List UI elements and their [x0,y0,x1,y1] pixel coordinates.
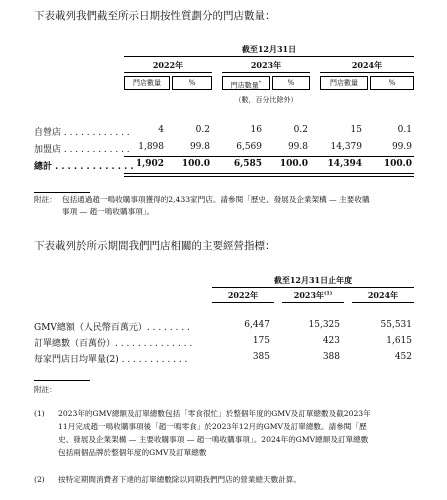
table1-cell: 1,898 [138,142,164,152]
col-count-label [223,77,269,91]
table1-total-rule [124,156,414,157]
table2-cell: 6,447 [244,320,270,330]
table1-col-pct-2024 [370,76,414,90]
table2-cell: 15,325 [308,320,340,330]
col-pct-label: % [287,79,295,87]
table2-header: 截至12月31日止年度 [273,275,353,285]
table2-rule-2023 [282,302,344,303]
col-count-label: 門店數量 [330,79,358,87]
table1-cell: 6,569 [236,142,262,152]
note-2-line1: 按特定期間消費者下達的訂單總數除以同期我們門店的營業總天數計算。 [58,475,301,484]
table1-note-line1: 包括通過趙一鳴收購事項獲得的2,433家門店。請參閱「歷史、發展及企業架構 — 主要收購 [62,195,370,204]
table1-col-count-2024 [320,76,368,90]
table1-note-mark: 附註： [34,195,57,204]
table1-cell: 16 [250,125,262,135]
note-1-number: (1) [34,409,45,418]
table1-cell: 4 [158,125,164,135]
table1-col-pct-2022 [172,76,212,90]
table1-col-count-2023 [222,76,270,90]
table2-cell: 385 [252,352,270,362]
table1-row-label-franchise: 加盟店 . . . . . . . . . . . . [34,145,130,155]
table1-cell: 15 [350,125,362,135]
notes-mark: 附註： [34,385,57,394]
table2-year-2022: 2022年 [227,290,259,300]
table2-row-label-daily-orders: 每家門店日均單量(2) . . . . . . . . . . . . [34,355,188,365]
table1-cell: 0.1 [397,125,412,135]
table1-col-count-2022 [124,76,170,90]
table1-cell: 99.8 [287,142,308,152]
table2-year-2023 [282,290,344,301]
note-1-line4: 包括兩個品牌於整個年度的GMV及訂單總數 [58,448,207,457]
col-pct-label: % [388,79,396,87]
table1-cell: 100.0 [279,159,308,169]
col-count-text: 門店數量 [230,81,259,90]
col-pct-label: % [188,79,196,87]
note-2-number: (2) [34,475,45,484]
table1-cell: 99.9 [391,142,412,152]
table2-cell: 55,531 [380,320,412,330]
table2-cell: 423 [322,336,340,346]
table1-cell: 1,902 [135,159,164,169]
note-1-line1: 2023年的GMV總額及訂單總數包括「零食很忙」於整個年度的GMV及訂單總數及截2023年 [58,409,371,418]
table1-year-2022: 2022年 [152,60,184,70]
intro-text-2: 下表載列於所示期間我們門店相關的主要經營指標： [34,240,276,252]
table1-cell: 100.0 [181,159,210,169]
note-mark: * [258,80,262,86]
year-text: 2023年 [293,290,325,300]
table2-row-label-gmv: GMV總額（人民幣百萬元）. . . . . . . . [34,323,190,333]
table1-rule-2024 [320,72,414,73]
table1-row-label-total: 總計 . . . . . . . . . . . . . [34,162,134,172]
table1-row-label-self: 自營店 . . . . . . . . . . . . [34,128,130,138]
table1-header: 截至12月31日 [241,44,297,54]
table2-cell: 175 [252,336,270,346]
table1-cell: 6,585 [233,159,262,169]
note-separator [34,192,90,193]
notes-separator [34,380,90,381]
footnote-mark: (1) [324,290,333,297]
table1-note-line2: 事項 — 趙一鳴收購事項」。 [62,207,155,216]
table1-col-pct-2023 [272,76,310,90]
col-count-label: 門店數量 [133,79,161,87]
table2-row-label-orders: 訂單總數（百萬份）. . . . . . . . . . . . . . [34,339,193,349]
table1-year-2023: 2023年 [250,60,282,70]
table2-cell: 1,615 [386,336,412,346]
table1-rule-2023 [222,72,310,73]
table2-year-2024: 2024年 [367,290,399,300]
table2-rule-2024 [352,302,414,303]
table1-cell: 100.0 [383,159,412,169]
table1-bottom-rule [124,173,414,177]
table1-cell: 0.2 [195,125,210,135]
table1-cell: 99.8 [189,142,210,152]
table1-cell: 14,379 [330,142,362,152]
table1-unit-note: （數，百分比除外） [234,96,298,104]
note-1-line3: 史、發展及企業架構 — 主要收購事項 — 趙一鳴收購事項」。2024年的GMV總額及訂單總數 [58,435,369,444]
table1-rule-2022 [124,72,212,73]
intro-text-1: 下表載列我們截至所示日期按性質劃分的門店數量： [34,10,276,22]
table2-header-rule [212,287,414,288]
table1-year-2024: 2024年 [351,60,383,70]
table2-rule-2022 [212,302,274,303]
table2-cell: 452 [394,352,412,362]
table1-cell: 14,394 [327,159,362,169]
table2-cell: 388 [322,352,340,362]
note-1-line2: 11月完成趙一鳴收購事項後「趙一鳴零食」於2023年12月的GMV及訂單總數。請參閱「歷 [58,422,367,431]
table1-cell: 0.2 [293,125,308,135]
table1-header-rule [124,56,414,57]
